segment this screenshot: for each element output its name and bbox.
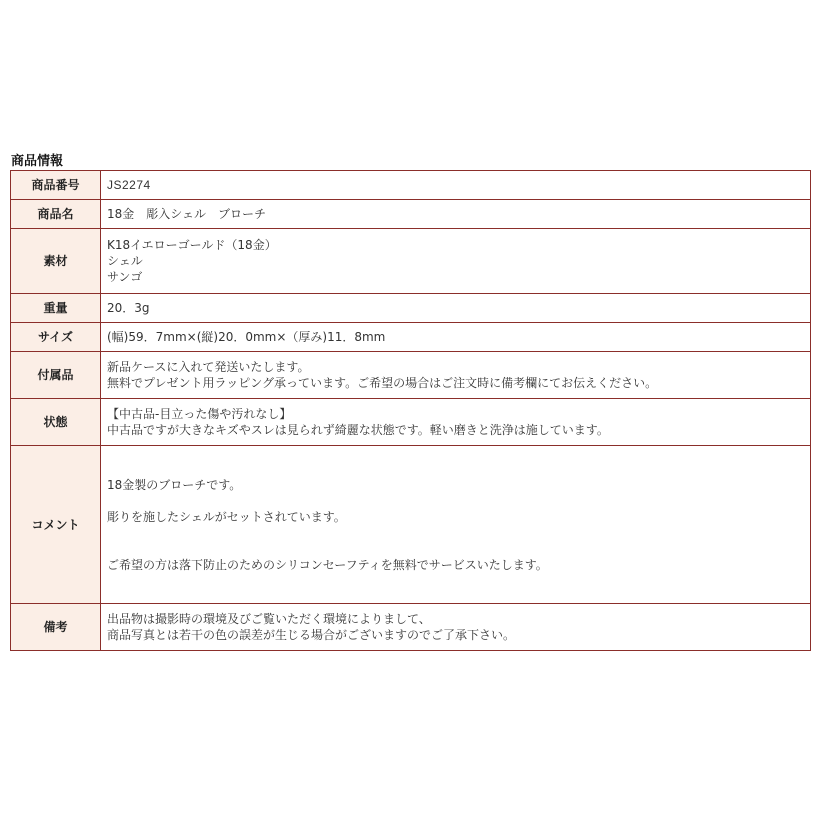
row-accessories xyxy=(11,352,811,399)
comment-spacer xyxy=(107,525,810,541)
product-number-text: JS2274 xyxy=(107,178,151,192)
label-condition: 状態 xyxy=(11,399,101,446)
row-size xyxy=(11,323,811,352)
value-material xyxy=(101,229,811,294)
label-accessories: 付属品 xyxy=(11,352,101,399)
remarks-line-1: 出品物は撮影時の環境及びご覧いただく環境によりまして、 xyxy=(107,612,431,626)
material-line-1: K18イエローゴールド（18金） xyxy=(107,238,277,252)
value-accessories xyxy=(101,352,811,399)
value-weight xyxy=(101,294,811,323)
label-product-number: 商品番号 xyxy=(11,171,101,200)
label-weight: 重量 xyxy=(11,294,101,323)
section-title: 商品情報 xyxy=(11,154,64,169)
material-line-2: シェル xyxy=(107,254,143,268)
value-comment xyxy=(101,446,811,604)
accessories-line-2: 無料でプレゼント用ラッピング承っています。ご希望の場合はご注文時に備考欄にてお伝えください。 xyxy=(107,376,658,390)
comment-line-3: ご希望の方は落下防止のためのシリコンセーフティを無料でサービスいたします。 xyxy=(107,557,548,572)
label-material: 素材 xyxy=(11,229,101,294)
comment-line-2: 彫りを施したシェルがセットされています。 xyxy=(107,509,346,524)
condition-line-1: 【中古品-目立った傷や汚れなし】 xyxy=(107,407,292,421)
size-text: (幅)59．7mm×(縦)20．0mm×（厚み)11．8mm xyxy=(107,330,386,344)
comment-spacer xyxy=(107,541,810,557)
weight-text: 20．3g xyxy=(107,301,150,315)
value-remarks xyxy=(101,604,811,651)
product-name-text: 18金 彫入シェル ブローチ xyxy=(107,207,267,221)
value-condition xyxy=(101,399,811,446)
label-remarks: 備考 xyxy=(11,604,101,651)
row-weight xyxy=(11,294,811,323)
comment-line-1: 18金製のブローチです。 xyxy=(107,477,242,492)
row-material xyxy=(11,229,811,294)
row-product-number xyxy=(11,171,811,200)
label-size: サイズ xyxy=(11,323,101,352)
row-comment xyxy=(11,446,811,604)
label-product-name: 商品名 xyxy=(11,200,101,229)
row-product-name xyxy=(11,200,811,229)
row-condition xyxy=(11,399,811,446)
value-product-number xyxy=(101,171,811,200)
value-size xyxy=(101,323,811,352)
condition-line-2: 中古品ですが大きなキズやスレは見られず綺麗な状態です。軽い磨きと洗浄は施しています。 xyxy=(107,423,609,437)
label-comment: コメント xyxy=(11,446,101,604)
material-line-3: サンゴ xyxy=(107,270,143,284)
product-info-table xyxy=(10,170,811,651)
accessories-line-1: 新品ケースに入れて発送いたします。 xyxy=(107,360,310,374)
comment-spacer xyxy=(107,493,810,509)
remarks-line-2: 商品写真とは若干の色の誤差が生じる場合がございますのでご了承下さい。 xyxy=(107,628,516,642)
row-remarks xyxy=(11,604,811,651)
value-product-name xyxy=(101,200,811,229)
